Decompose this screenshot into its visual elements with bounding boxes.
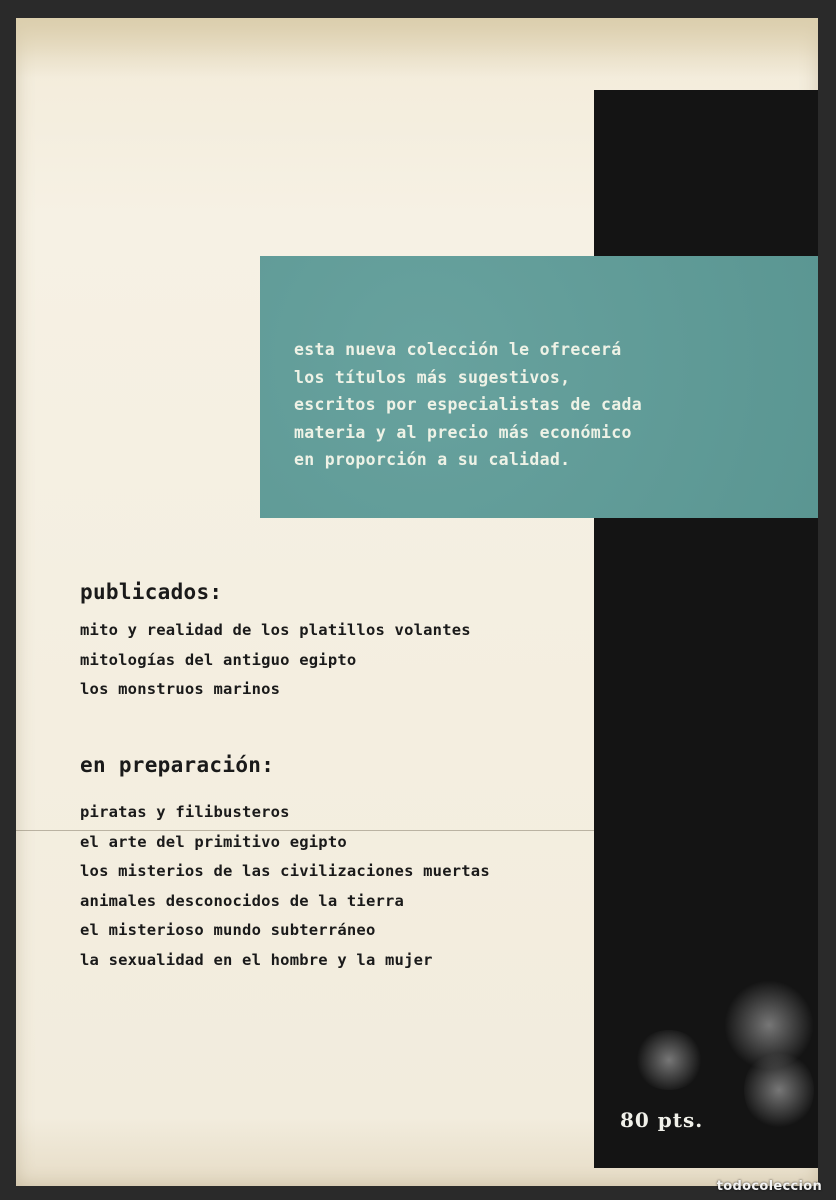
black-vertical-bar [594, 90, 818, 1168]
in-preparation-list [80, 798, 490, 975]
book-back-cover [16, 18, 818, 1186]
intro-line: esta nueva colección le ofrecerá [294, 340, 622, 359]
list-item: la sexualidad en el hombre y la mujer [80, 950, 433, 969]
list-item: animales desconocidos de la tierra [80, 891, 405, 910]
wear-stain [744, 1050, 814, 1130]
published-list [80, 616, 471, 705]
intro-line: escritos por especialistas de cada [294, 395, 642, 414]
list-item: piratas y filibusteros [80, 803, 290, 821]
intro-text [294, 336, 814, 474]
published-heading: publicados: [80, 580, 223, 604]
intro-line: en proporción a su calidad. [294, 450, 571, 469]
watermark-logo: todocoleccion [716, 1179, 822, 1194]
price-label: 80 pts. [620, 1108, 704, 1132]
list-item: los monstruos marinos [80, 680, 281, 698]
list-item: mitologías del antiguo egipto [80, 650, 357, 669]
list-item: mito y realidad de los platillos volantes [80, 621, 471, 639]
intro-panel [260, 256, 818, 518]
list-item: el arte del primitivo egipto [80, 832, 347, 851]
wear-stain [634, 1030, 704, 1090]
cover-top-edge [16, 18, 818, 78]
list-item: los misterios de las civilizaciones muertas [80, 862, 490, 880]
in-preparation-heading: en preparación: [80, 753, 275, 777]
list-item: el misterioso mundo subterráneo [80, 921, 376, 939]
intro-line: los títulos más sugestivos, [294, 367, 571, 387]
intro-line: materia y al precio más económico [294, 422, 632, 442]
